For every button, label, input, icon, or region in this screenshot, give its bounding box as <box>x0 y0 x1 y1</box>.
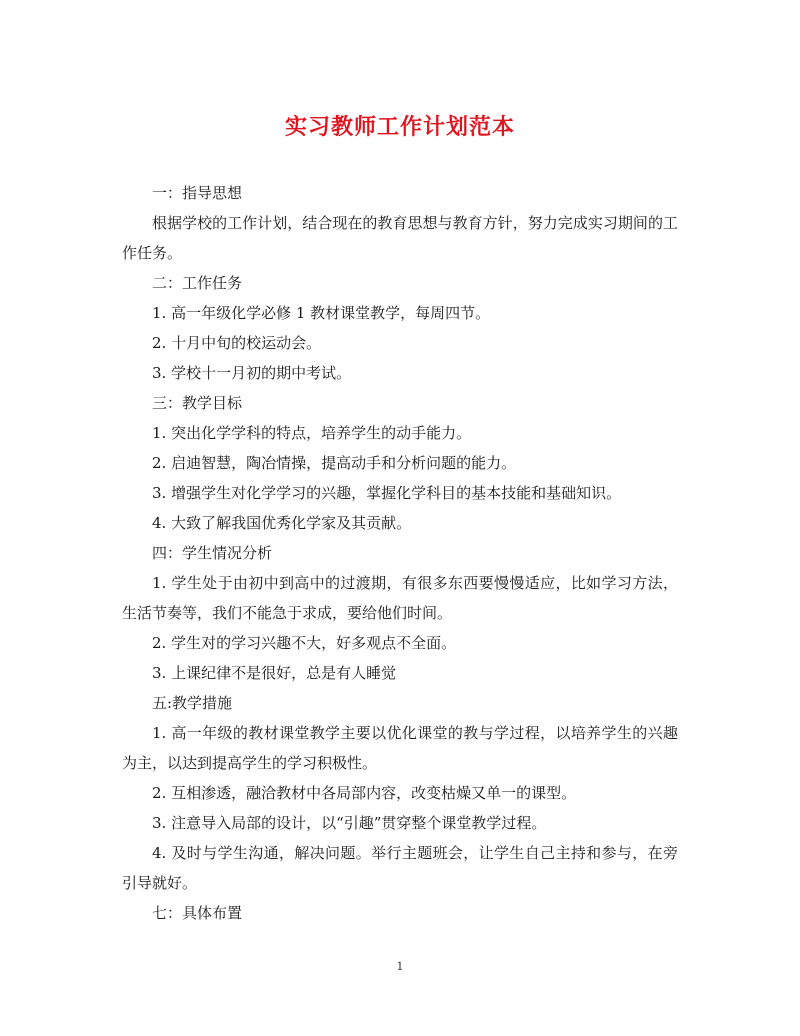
list-item: 1. 高一年级化学必修 1 教材课堂教学，每周四节。 <box>152 304 491 322</box>
page-number: 1 <box>396 960 404 973</box>
list-item: 2. 学生对的学习兴趣不大，好多观点不全面。 <box>152 634 457 652</box>
document-title: 实习教师工作计划范本 <box>284 114 515 140</box>
list-item: 3. 学校十一月初的期中考试。 <box>152 364 352 382</box>
list-item: 1. 学生处于由初中到高中的过渡期，有很多东西要慢慢适应，比如学习方法，生活节奏等，我们不能急于求成，要给他们时间。 <box>122 574 678 622</box>
section-heading-guiding-ideology: 一：指导思想 <box>152 184 243 202</box>
list-item: 2. 十月中旬的校运动会。 <box>152 334 322 352</box>
section-heading-teaching-goals: 三：教学目标 <box>152 394 243 412</box>
list-item: 1. 突出化学学科的特点，培养学生的动手能力。 <box>152 424 472 442</box>
list-item: 3. 注意导入局部的设计，以“引趣”贯穿整个课堂教学过程。 <box>152 814 547 832</box>
list-item: 3. 增强学生对化学学习的兴趣，掌握化学科目的基本技能和基础知识。 <box>152 484 622 502</box>
section-heading-work-tasks: 二：工作任务 <box>152 274 243 292</box>
list-item: 4. 大致了解我国优秀化学家及其贡献。 <box>152 514 412 532</box>
section-heading-teaching-measures: 五:教学措施 <box>152 694 233 712</box>
section-heading-student-analysis: 四：学生情况分析 <box>152 544 273 562</box>
list-item: 3. 上课纪律不是很好，总是有人睡觉 <box>152 664 397 682</box>
document-body <box>122 178 678 928</box>
list-item: 1. 高一年级的教材课堂教学主要以优化课堂的教与学过程，以培养学生的兴趣为主，以达到提高学生的学习积极性。 <box>122 724 678 772</box>
section-heading-specific-arrangements: 七：具体布置 <box>152 904 243 922</box>
list-item: 2. 启迪智慧，陶冶情操，提高动手和分析问题的能力。 <box>152 454 517 472</box>
list-item: 2. 互相渗透，融洽教材中各局部内容，改变枯燥又单一的课型。 <box>152 784 577 802</box>
list-item: 4. 及时与学生沟通，解决问题。举行主题班会，让学生自己主持和参与，在旁引导就好。 <box>122 844 678 892</box>
paragraph: 根据学校的工作计划，结合现在的教育思想与教育方针，努力完成实习期间的工作任务。 <box>122 214 678 262</box>
